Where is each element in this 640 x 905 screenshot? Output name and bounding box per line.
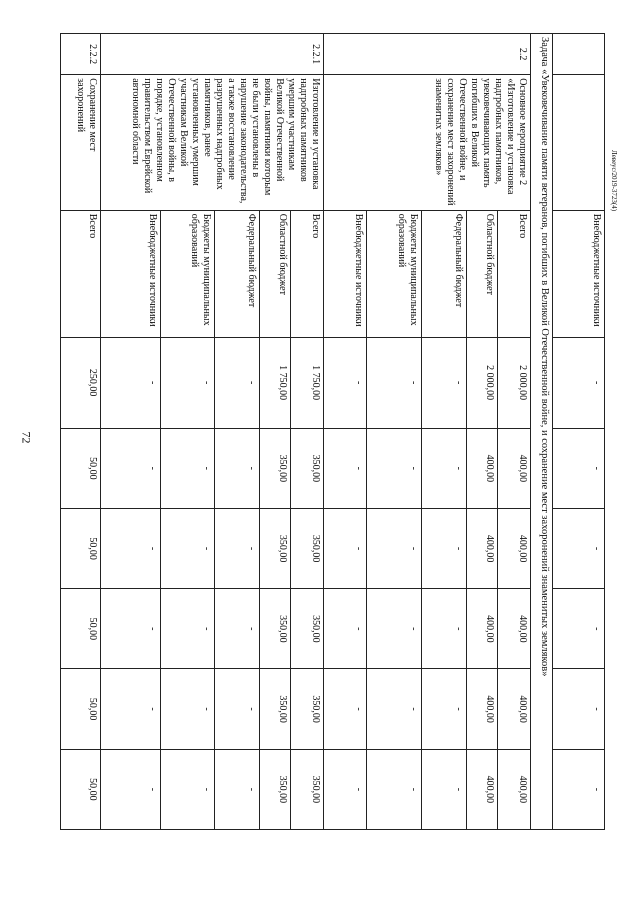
value-cell: 2 000,00 [467,337,498,428]
value-cell: - [422,428,467,508]
value-cell: - [324,669,367,749]
value-cell: 400,00 [498,669,531,749]
funding-table [60,33,605,830]
table-row [553,34,605,830]
value-cell: - [215,589,260,669]
task-row [531,34,553,830]
rotated-table-container [75,33,605,830]
value-cell: 400,00 [467,749,498,829]
value-cell: 400,00 [467,669,498,749]
value-cell: - [324,508,367,588]
value-cell: 400,00 [498,749,531,829]
value-cell: 1 750,00 [260,337,291,428]
value-cell: - [422,589,467,669]
code-cell [553,34,605,75]
section-title: Основное мероприятие 2 «Изготовление и установка надгробных памятников, увековечивающих память погибших в Великой Отечественной войне, и сохранение мест захоронений знаменитых земляков» [324,75,531,211]
task-heading: Задача «Увековечивание памяти ветеранов, погибших в Великой Отечественной войне, и сохранение мест захоронений знаменитых земляков» [531,34,553,830]
value-cell: 50,00 [61,508,101,588]
value-cell: 350,00 [291,669,324,749]
value-cell: 350,00 [291,749,324,829]
title-cell [553,75,605,211]
value-cell: - [161,428,215,508]
value-cell: - [161,337,215,428]
section-code: 2.2 [324,34,531,75]
value-cell: - [101,337,161,428]
value-cell: - [367,669,422,749]
source-cell: Внебюджетные источники [101,210,161,337]
value-cell: - [324,589,367,669]
document-code: Левеус/2019-3723(4) [610,150,618,212]
source-cell: Всего [498,210,531,337]
table-viewport [75,33,605,830]
value-cell: 400,00 [498,589,531,669]
value-cell: - [324,749,367,829]
value-cell: - [101,589,161,669]
value-cell: - [215,337,260,428]
source-cell: Бюджеты муниципальных образований [367,210,422,337]
value-cell: 250,00 [61,337,101,428]
value-cell: - [422,669,467,749]
value-cell: 350,00 [260,669,291,749]
value-cell: 2 000,00 [498,337,531,428]
table-row [498,34,531,830]
value-cell: 350,00 [291,428,324,508]
source-cell: Федеральный бюджет [422,210,467,337]
table-body [61,34,605,830]
value-cell: - [215,749,260,829]
value-cell: 1 750,00 [291,337,324,428]
value-cell: 350,00 [260,589,291,669]
value-cell: - [367,428,422,508]
value-cell: 350,00 [291,508,324,588]
section-code: 2.2.2 [61,34,101,75]
value-cell: 400,00 [467,589,498,669]
source-cell: Областной бюджет [260,210,291,337]
value-cell: - [422,337,467,428]
value-cell: - [553,428,605,508]
value-cell: 50,00 [61,589,101,669]
section-title: Сохранение мест захоронений [61,75,101,211]
value-cell: - [215,428,260,508]
value-cell: - [101,428,161,508]
section-code: 2.2.1 [101,34,324,75]
value-cell: - [161,669,215,749]
value-cell: - [324,428,367,508]
value-cell: - [324,337,367,428]
value-cell: - [161,589,215,669]
value-cell: - [553,749,605,829]
source-cell: Всего [291,210,324,337]
value-cell: - [101,669,161,749]
section-title: Изготовление и установка надгробных памятников умершим участникам Великой Отечественной войны, памятники которым не были установлены в нарушение законодательства, а также восстановление разрушенных надгробных памятников, ранее установленных умершим участникам Великой Отечественной войны, в порядке, установленном правительством Еврейской автономной области [101,75,324,211]
value-cell: - [553,669,605,749]
source-cell: Всего [61,210,101,337]
value-cell: 350,00 [260,749,291,829]
value-cell: 400,00 [498,508,531,588]
value-cell: - [161,508,215,588]
value-cell: - [101,508,161,588]
value-cell: - [161,749,215,829]
value-cell: - [422,508,467,588]
value-cell: - [367,589,422,669]
value-cell: 50,00 [61,749,101,829]
value-cell: - [367,749,422,829]
value-cell: 350,00 [260,508,291,588]
value-cell: 50,00 [61,669,101,749]
value-cell: - [367,337,422,428]
table-row [61,34,101,830]
value-cell: 350,00 [260,428,291,508]
value-cell: - [101,749,161,829]
page-number: 72 [19,431,34,444]
source-cell: Внебюджетные источники [553,210,605,337]
value-cell: 350,00 [291,589,324,669]
value-cell: - [553,337,605,428]
value-cell: - [215,508,260,588]
value-cell: 400,00 [467,508,498,588]
source-cell: Областной бюджет [467,210,498,337]
value-cell: - [367,508,422,588]
source-cell: Внебюджетные источники [324,210,367,337]
value-cell: - [553,508,605,588]
value-cell: - [215,669,260,749]
source-cell: Бюджеты муниципальных образований [161,210,215,337]
table-row [291,34,324,830]
value-cell: 400,00 [467,428,498,508]
source-cell: Федеральный бюджет [215,210,260,337]
value-cell: 50,00 [61,428,101,508]
value-cell: - [422,749,467,829]
value-cell: - [553,589,605,669]
value-cell: 400,00 [498,428,531,508]
